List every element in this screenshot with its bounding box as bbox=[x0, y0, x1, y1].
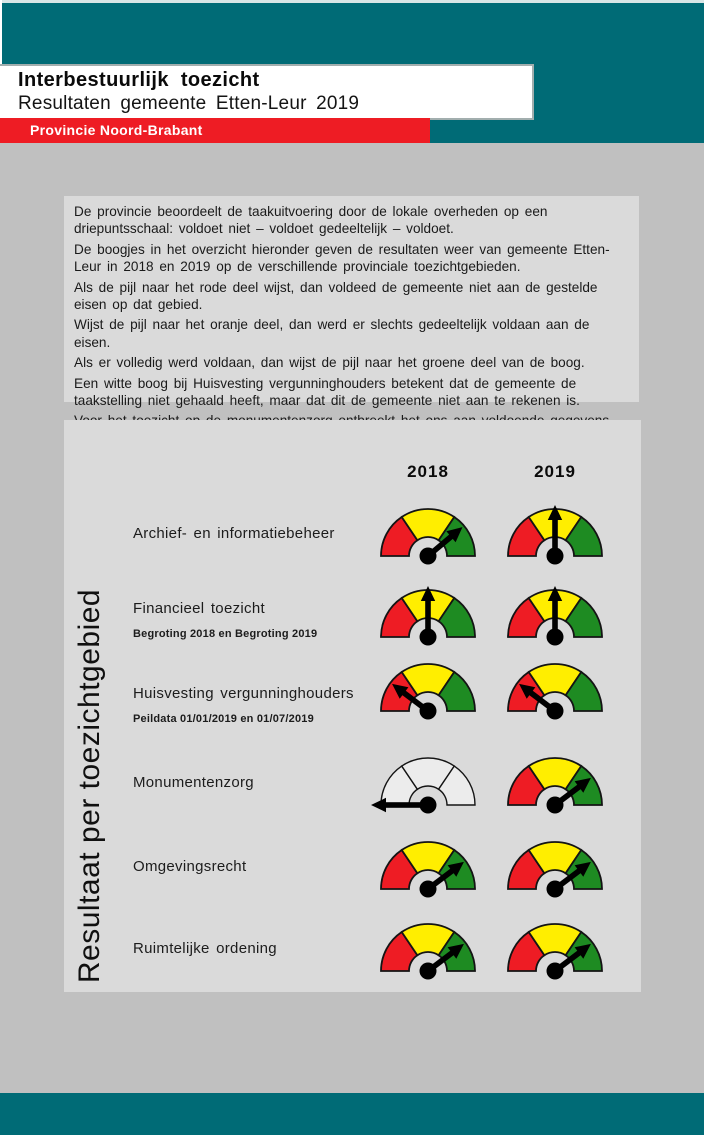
gauge-hub bbox=[547, 548, 564, 565]
vertical-axis-label: Resultaat per toezichtgebied bbox=[73, 588, 106, 984]
row-label: Ruimtelijke ordening bbox=[133, 940, 277, 957]
row-sublabel: Peildata 01/01/2019 en 01/07/2019 bbox=[133, 713, 314, 725]
title-box bbox=[0, 64, 534, 120]
province-badge: Provincie Noord-Brabant bbox=[0, 118, 430, 143]
gauge-2019 bbox=[503, 659, 607, 723]
gauge-2018 bbox=[376, 753, 480, 817]
gauge-hub bbox=[547, 797, 564, 814]
gauge-hub bbox=[420, 548, 437, 565]
gauge-2018 bbox=[376, 919, 480, 983]
gauge-chart bbox=[376, 919, 480, 983]
gauge-2018 bbox=[376, 837, 480, 901]
gauge-hub bbox=[547, 629, 564, 646]
row-label: Archief- en informatiebeheer bbox=[133, 525, 335, 542]
page-title: Interbestuurlijk toezicht bbox=[18, 69, 260, 91]
gauge-hub bbox=[420, 963, 437, 980]
row-label: Huisvesting vergunninghouders bbox=[133, 685, 354, 702]
gauge-2018 bbox=[376, 659, 480, 723]
footer-band bbox=[0, 1093, 704, 1135]
gauge-2018 bbox=[376, 585, 480, 649]
gauge-chart-empty bbox=[376, 753, 480, 817]
gauge-row bbox=[64, 753, 641, 817]
row-sublabel: Begroting 2018 en Begroting 2019 bbox=[133, 628, 318, 640]
row-label: Monumentenzorg bbox=[133, 774, 254, 791]
gauge-2019 bbox=[503, 919, 607, 983]
gauge-chart bbox=[503, 504, 607, 568]
left-edge-line bbox=[0, 0, 2, 64]
page-subtitle: Resultaten gemeente Etten-Leur 2019 bbox=[18, 93, 360, 114]
gauge-chart bbox=[503, 659, 607, 723]
gauge-chart bbox=[503, 585, 607, 649]
top-divider-line bbox=[0, 0, 704, 3]
header-band bbox=[0, 0, 704, 143]
row-label: Omgevingsrecht bbox=[133, 858, 247, 875]
intro-paragraph: Als de pijl naar het rode deel wijst, dan voldeed de gemeente niet aan de gestelde eisen op dat gebied. bbox=[74, 279, 598, 313]
body-area bbox=[0, 143, 704, 1093]
gauge-2019 bbox=[503, 504, 607, 568]
gauge-panel bbox=[64, 420, 641, 992]
gauge-hub bbox=[547, 881, 564, 898]
column-header-2019: 2019 bbox=[534, 462, 576, 481]
gauge-chart bbox=[376, 837, 480, 901]
gauge-hub bbox=[420, 703, 437, 720]
column-header-2018: 2018 bbox=[407, 462, 449, 481]
gauge-2019 bbox=[503, 585, 607, 649]
gauge-chart bbox=[503, 919, 607, 983]
gauge-hub bbox=[420, 881, 437, 898]
gauge-chart bbox=[376, 585, 480, 649]
intro-paragraph: Als er volledig werd voldaan, dan wijst de pijl naar het groene deel van de boog. bbox=[74, 355, 585, 371]
gauge-hub bbox=[420, 797, 437, 814]
gauge-row bbox=[64, 837, 641, 901]
gauge-chart bbox=[503, 753, 607, 817]
gauge-hub bbox=[547, 963, 564, 980]
row-label: Financieel toezicht bbox=[133, 600, 265, 617]
gauge-hub bbox=[547, 703, 564, 720]
gauge-2019 bbox=[503, 753, 607, 817]
gauge-chart bbox=[503, 837, 607, 901]
gauge-chart bbox=[376, 504, 480, 568]
gauge-row bbox=[64, 585, 641, 649]
gauge-row bbox=[64, 504, 641, 568]
intro-paragraph: Wijst de pijl naar het oranje deel, dan werd er slechts gedeeltelijk voldaan aan de eisen. bbox=[74, 317, 590, 350]
gauge-chart bbox=[376, 659, 480, 723]
gauge-hub bbox=[420, 629, 437, 646]
gauge-2019 bbox=[503, 837, 607, 901]
intro-paragraph: De provincie beoordeelt de taakuitvoering door de lokale overheden op een driepuntsschaal: voldoet niet – voldoet gedeeltelijk – voldoet. bbox=[74, 204, 548, 237]
intro-paragraph: De boogjes in het overzicht hieronder geven de resultaten weer van gemeente Etten-Leur in 2018 en 2019 op de verschillende provinciale toezichtgebieden. bbox=[74, 241, 610, 275]
gauge-2018 bbox=[376, 504, 480, 568]
intro-text bbox=[64, 196, 639, 409]
gauge-row bbox=[64, 659, 641, 723]
gauge-row bbox=[64, 919, 641, 983]
intro-paragraph: Een witte boog bij Huisvesting vergunninghouders betekent dat de gemeente de taakstelling niet gehaald heeft, maar dat dit de gemeente niet aan te rekenen is. bbox=[74, 375, 580, 409]
